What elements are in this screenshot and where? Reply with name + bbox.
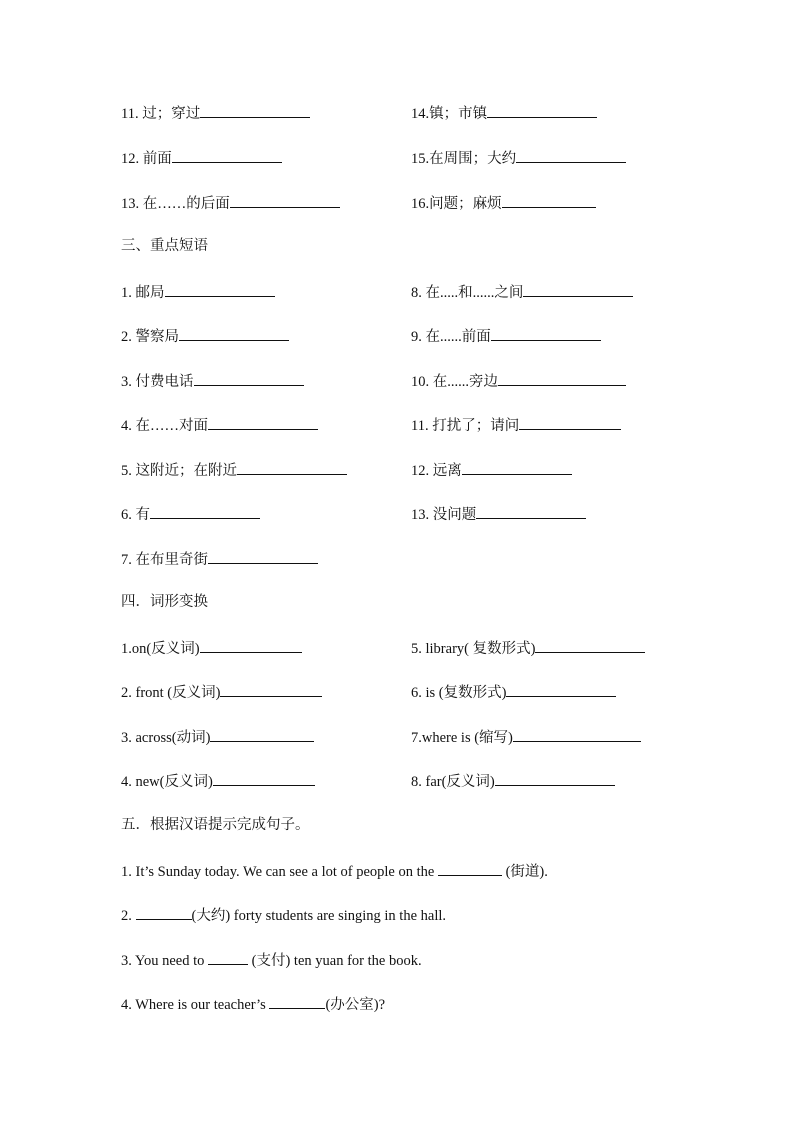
answer-blank[interactable] bbox=[476, 504, 586, 519]
answer-blank[interactable] bbox=[179, 326, 289, 341]
phrase-item-3: 3. 付费电话 bbox=[121, 371, 304, 391]
answer-blank[interactable] bbox=[200, 103, 310, 118]
answer-blank[interactable] bbox=[237, 460, 347, 475]
phrase-item-5: 5. 这附近；在附近 bbox=[121, 460, 347, 480]
word-form-item-5: 5. library( 复数形式) bbox=[411, 638, 645, 658]
sentence-item-2: 2. (大约) forty students are singing in the hall. bbox=[121, 905, 446, 925]
sentence-item-1: 1. It’s Sunday today. We can see a lot of people on the (街道). bbox=[121, 861, 548, 881]
answer-blank[interactable] bbox=[208, 549, 318, 564]
word-form-item-8: 8. far(反义词) bbox=[411, 771, 615, 791]
answer-blank[interactable] bbox=[491, 326, 601, 341]
phrase-item-1: 1. 邮局 bbox=[121, 282, 275, 302]
phrase-item-6: 6. 有 bbox=[121, 504, 260, 524]
answer-blank[interactable] bbox=[462, 460, 572, 475]
vocab-item-14: 14.镇；市镇 bbox=[411, 103, 597, 123]
vocab-item-13: 13. 在……的后面 bbox=[121, 193, 340, 213]
answer-blank[interactable] bbox=[269, 994, 325, 1009]
answer-blank[interactable] bbox=[502, 193, 596, 208]
answer-blank[interactable] bbox=[487, 103, 597, 118]
answer-blank[interactable] bbox=[208, 415, 318, 430]
answer-blank[interactable] bbox=[535, 638, 645, 653]
answer-blank[interactable] bbox=[523, 282, 633, 297]
answer-blank[interactable] bbox=[200, 638, 302, 653]
word-form-item-4: 4. new(反义词) bbox=[121, 771, 315, 791]
word-form-item-1: 1.on(反义词) bbox=[121, 638, 302, 658]
phrase-item-4: 4. 在……对面 bbox=[121, 415, 318, 435]
answer-blank[interactable] bbox=[230, 193, 340, 208]
answer-blank[interactable] bbox=[495, 771, 615, 786]
phrase-item-9: 9. 在......前面 bbox=[411, 326, 601, 346]
phrase-item-12: 12. 远离 bbox=[411, 460, 572, 480]
phrase-item-8: 8. 在.....和......之间 bbox=[411, 282, 633, 302]
section-heading-phrases: 三、重点短语 bbox=[121, 238, 208, 254]
vocab-item-16: 16.问题；麻烦 bbox=[411, 193, 596, 213]
answer-blank[interactable] bbox=[513, 727, 641, 742]
answer-blank[interactable] bbox=[210, 727, 314, 742]
word-form-item-3: 3. across(动词) bbox=[121, 727, 314, 747]
answer-blank[interactable] bbox=[150, 504, 260, 519]
sentence-item-4: 4. Where is our teacher’s (办公室)? bbox=[121, 994, 385, 1014]
section-heading-word-forms: 四．词形变换 bbox=[121, 594, 208, 610]
word-form-item-7: 7.where is (缩写) bbox=[411, 727, 641, 747]
answer-blank[interactable] bbox=[208, 950, 248, 965]
phrase-item-2: 2. 警察局 bbox=[121, 326, 289, 346]
answer-blank[interactable] bbox=[194, 371, 304, 386]
word-form-item-6: 6. is (复数形式) bbox=[411, 682, 616, 702]
answer-blank[interactable] bbox=[516, 148, 626, 163]
answer-blank[interactable] bbox=[220, 682, 322, 697]
phrase-item-10: 10. 在......旁边 bbox=[411, 371, 626, 391]
vocab-item-11: 11. 过；穿过 bbox=[121, 103, 310, 123]
vocab-item-15: 15.在周围；大约 bbox=[411, 148, 626, 168]
vocab-item-12: 12. 前面 bbox=[121, 148, 282, 168]
phrase-item-7: 7. 在布里奇街 bbox=[121, 549, 318, 569]
section-heading-complete-sentences: 五．根据汉语提示完成句子。 bbox=[121, 817, 310, 833]
answer-blank[interactable] bbox=[519, 415, 621, 430]
sentence-item-3: 3. You need to (支付) ten yuan for the book. bbox=[121, 950, 422, 970]
answer-blank[interactable] bbox=[213, 771, 315, 786]
answer-blank[interactable] bbox=[136, 905, 192, 920]
answer-blank[interactable] bbox=[165, 282, 275, 297]
answer-blank[interactable] bbox=[172, 148, 282, 163]
answer-blank[interactable] bbox=[506, 682, 616, 697]
answer-blank[interactable] bbox=[498, 371, 626, 386]
answer-blank[interactable] bbox=[438, 861, 502, 876]
phrase-item-11: 11. 打扰了；请问 bbox=[411, 415, 621, 435]
word-form-item-2: 2. front (反义词) bbox=[121, 682, 322, 702]
phrase-item-13: 13. 没问题 bbox=[411, 504, 586, 524]
